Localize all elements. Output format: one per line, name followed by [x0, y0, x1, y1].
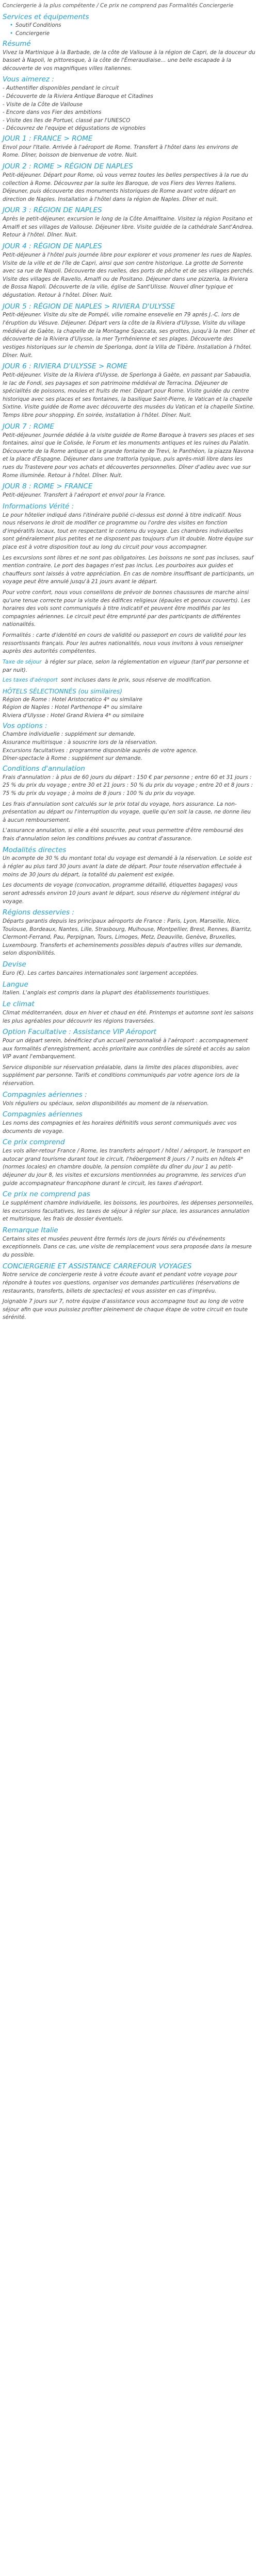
conditions-paragraph: L'assurance annulation, si elle a été souscrite, peut vous permettre d'être remboursé des frais d'annulation selon les conditions prévues au contrat d'assurance.	[3, 827, 244, 842]
list-item: • Conciergerie	[10, 30, 255, 38]
airlines-text-2: Les noms des compagnies et les horaires définitifs vous seront communiqués avec vos documents de voyage.	[3, 1120, 237, 1134]
services-list	[10, 22, 255, 38]
intro-note: Conciergerie à la plus compétente / Ce prix ne comprend pas Formalités Conciergerie	[3, 3, 234, 9]
day-3-heading: JOUR 3 : RÉGION DE NAPLES	[3, 206, 102, 215]
day-4-heading: JOUR 4 : RÉGION DE NAPLES	[3, 242, 102, 251]
modalites-heading: Modalités directes	[3, 845, 67, 854]
hotels-heading: HÔTELS SÉLECTIONNÉS (ou similaires)	[3, 687, 122, 695]
modalites-paragraph: Les documents de voyage (convocation, programme détaillé, étiquettes bagages) vous seront adressés environ 10 jours avant le départ, sous réserve du règlement intégral du voyage.	[3, 882, 240, 905]
summary-text: Vivez la Martinique à la Barbade, de la côte de Vallouse à la région de Capri, de la douceur du basset à Napoli, le pittoresque, à la côte de l'Émeraudiaise... une belle escapade à la découverte de vos magnifiques villes italiennes.	[3, 49, 255, 72]
day-6-text: Petit-déjeuner. Visite de la Riviera d'Ulysse, de Sperlonga à Gaète, en passant par Sabaudia, le lac de Fondi, ses paysages et son patrimoine médiéval de Terracina. Déjeuner de spécialités de poissons, moules et fruits de mer. Départ pour Rome. Visite guidée du centre historique avec ses places et ses fontaines, la basilique Saint-Pierre, le Vatican et la chapelle Sixtine. Visite guidée de Rome avec découverte des musées du Vatican et la chapelle Sixtine. Temps libre pour shopping. En soirée, installation à l'hôtel. Dîner. Nuit.	[3, 371, 255, 419]
infos-paragraph: Les excursions sont libres et ne sont pas obligatoires. Les boissons ne sont pas incluses, sauf mention contraire. Le port des bagages n'est pas inclus. Les pourboires aux guides et chauffeurs sont laissés à votre appréciation. En cas de nombre insuffisant de participants, un voyage peut être annulé jusqu'à 21 jours avant le départ.	[3, 554, 254, 585]
list-item: - Visite des Iles de Portuel, classé par l'UNESCO	[3, 117, 131, 124]
airport-tax-value: sont incluses dans le prix, sous réserve de modification.	[61, 677, 212, 684]
langue-heading: Langue	[3, 980, 28, 989]
hotel-line: Région de Rome : Hotel Aristocratico 4* ou similaire	[3, 696, 142, 703]
hotel-line: Région de Naples : Hotel Parthenope 4* ou similaire	[3, 704, 142, 711]
infos-paragraph: Pour votre confort, nous vous conseillons de prévoir de bonnes chaussures de marche ainsi qu'une tenue correcte pour la visite des édifices religieux (épaules et genoux couverts). Les horaires des vols sont communiqués à titre indicatif et peuvent être modifiés par les compagnies aériennes. Le circuit peut être emprunté par des participants de différentes nationalités.	[3, 589, 250, 628]
climat-text: Climat méditerranéen, doux en hiver et chaud en été. Printemps et automne sont les saisons les plus agréables pour découvrir les régions traversées.	[3, 1009, 253, 1024]
concierge-paragraph: Joignable 7 jours sur 7, notre équipe d'assistance vous accompagne tout au long de votre séjour afin que vous puissiez profiter pleinement de chaque étape de votre circuit en toute sérénité.	[3, 1298, 248, 1321]
includes-heading: Ce prix comprend	[3, 1138, 65, 1147]
tax-line	[3, 658, 255, 674]
option-line: Chambre individuelle : supplément sur demande.	[3, 731, 136, 738]
concierge-paragraph: Notre service de conciergerie reste à votre écoute avant et pendant votre voyage pour répondre à toutes vos questions, organiser vos demandes particulières (réservations de restaurants, transferts, billets de spectacles) et vous assister en cas d'imprévu.	[3, 1272, 240, 1294]
infos-paragraph: Le pour hôtelier indiqué dans l'itinéraire publié ci-dessus est donné à titre indicatif. Nous nous réservons le droit de modifier ce programme ou l'ordre des visites en fonction d'impératifs locaux, tout en respectant le contenu du voyage. Les chambres individuelles sont généralement plus petites et ne disposent pas toujours d'un lit double. Notre équipe sur place est à votre disposition tout au long du circuit pour vous accompagner.	[3, 512, 253, 550]
regions-heading: Régions desservies :	[3, 908, 74, 917]
excludes-heading: Ce prix ne comprend pas	[3, 1190, 90, 1199]
notes-heading: Remarque Italie	[3, 1226, 58, 1234]
day-5-heading: JOUR 5 : RÉGION DE NAPLES > RIVIERA D'ULYSSE	[3, 302, 175, 311]
day-6-heading: JOUR 6 : RIVIERA D'ULYSSE > ROME	[3, 362, 127, 371]
airport-tax-line	[3, 676, 255, 685]
hotel-line: Riviera d'Ulysse : Hotel Grand Riviera 4* ou similaire	[3, 712, 144, 719]
vip-paragraph: Service disponible sur réservation préalable, dans la limite des places disponibles, avec supplément par personne. Tarifs et conditions communiqués par votre agence lors de la réservation.	[3, 1064, 240, 1087]
list-item: - Découverte de la Riviera Antique Baroque et Citadines	[3, 93, 153, 99]
highlights-list	[3, 84, 255, 133]
highlights-heading: Vous aimerez :	[3, 75, 54, 84]
day-1-text: Envol pour l'Italie. Arrivée à l'aéroport de Rome. Transfert à l'hôtel dans les environs de Rome. Dîner, boisson de bienvenue de votre. Nuit.	[3, 144, 238, 159]
day-7-text: Petit-déjeuner. Journée dédiée à la visite guidée de Rome Baroque à travers ses places et ses fontaines, ainsi que le Colisée, le Forum et les monuments antiques et les ruines du Palatin. Découverte de la Rome antique et la grande fontaine de Trevi, le Panthéon, la piazza Navona et la place d'Espagne. Déjeuner dans une trattoria typique, puis après-midi libre dans les rues du Trastevere pour vos achats et découvertes personnelles. Dîner d'adieu avec vue sur Rome illuminée. Retour à l'hôtel. Dîner. Nuit.	[3, 432, 254, 479]
infos-paragraph: Formalités : carte d'identité en cours de validité ou passeport en cours de validité pour les ressortissants français. Pour les autres nationalités, nous vous invitons à vous renseigner auprès des autorités compétentes.	[3, 632, 246, 655]
day-5-text: Petit-déjeuner. Visite du site de Pompéi, ville romaine ensevelie en 79 après J.-C. lors de l'éruption du Vésuve. Déjeuner. Départ vers la côte de la Riviera d'Ulysse, Visite du village médiéval de Gaète, la chapelle de la Montagne Spaccata, ses grottes, jusqu'à la mer. Dîner et découverte de la Riviera d'Ulysse, la mer Tyrrhénienne et ses plages. Découverte des vestiges historiques sur le chemin de Sperlonga, dont la Villa de Tibère. Installation à l'hôtel. Dîner. Nuit.	[3, 312, 255, 359]
option-line: Excursions facultatives : programme disponible auprès de votre agence.	[3, 747, 198, 754]
tax-label: Taxe de séjour	[3, 658, 42, 665]
devise-text: Euro (€). Les cartes bancaires internationales sont largement acceptées.	[3, 970, 199, 976]
excludes-text: Le supplément chambre individuelle, les boissons, les pourboires, les dépenses personnelles, les excursions facultatives, les taxes de séjour à régler sur place, les assurances annulation et multirisque, les frais de dossier éventuels.	[3, 1200, 254, 1223]
concierge-heading: CONCIERGERIE ET ASSISTANCE CARREFOUR VOYAGES	[3, 1262, 192, 1270]
summary-heading: Résumé	[3, 39, 31, 48]
conditions-paragraph: Les frais d'annulation sont calculés sur le prix total du voyage, hors assurance. La non-présentation au départ ou l'interruption du voyage, quelle qu'en soit la cause, ne donne lieu à aucun remboursement.	[3, 801, 251, 823]
notes-text: Certains sites et musées peuvent être fermés lors de jours fériés ou d'événements exceptionnels. Dans ce cas, une visite de remplacement vous sera proposée dans la mesure du possible.	[3, 1235, 252, 1258]
list-item: - Authentifier disponibles pendant le circuit	[3, 85, 119, 92]
airport-tax-label: Les taxes d'aéroport	[3, 677, 58, 684]
day-2-heading: JOUR 2 : ROME > RÉGION DE NAPLES	[3, 162, 133, 171]
includes-text: Les vols aller-retour France / Rome, les transferts aéroport / hôtel / aéroport, le transport en autocar grand tourisme durant tout le circuit, l'hébergement 8 jours / 7 nuits en hôtels 4* (normes locales) en chambre double, la pension complète du dîner du jour 1 au petit-déjeuner du jour 8, les visites et excursions mentionnées au programme, les services d'un guide accompagnateur francophone durant le circuit, les taxes d'aéroport.	[3, 1148, 250, 1187]
conditions-heading: Conditions d'annulation	[3, 764, 85, 773]
airlines-text: Vols réguliers ou spéciaux, selon disponibilités au moment de la réservation.	[3, 1100, 209, 1107]
tax-value: à régler sur place, selon la réglementation en vigueur (tarif par personne et par nuit).	[3, 658, 249, 673]
day-4-text: Petit-déjeuner à l'hôtel puis journée libre pour explorer et vous promener les rues de Naples. Visite de la ville et de l'île de Capri, ainsi que son centre historique. La grotte de Sorrente avec sa rue de Napoli. Découverte des ruelles, des ports de pêche et de ses villages perchés. Visite des villages de Ravello, Amalfi ou de Positano. Déjeuner dans une pizzeria, la Riviera de Bossa Napoli. Découverte de la ville, église de Sant'Ulisse. Nouvel dîner typique et dégustation. Retour à l'hôtel. Dîner. Nuit.	[3, 251, 254, 298]
day-8-heading: JOUR 8 : ROME > FRANCE	[3, 482, 93, 491]
list-item: - Visite de la Côte de Vallouse	[3, 101, 83, 108]
day-1-heading: JOUR 1 : FRANCE > ROME	[3, 134, 93, 143]
services-heading: Services et équipements	[3, 12, 89, 21]
langue-text: Italien. L'anglais est compris dans la plupart des établissements touristiques.	[3, 990, 211, 996]
modalites-paragraph: Un acompte de 30 % du montant total du voyage est demandé à la réservation. Le solde est à régler au plus tard 30 jours avant la date de départ. Pour toute réservation effectuée à moins de 30 jours du départ, la totalité du paiement est exigée.	[3, 855, 252, 878]
airlines-heading: Compagnies aériennes :	[3, 1090, 87, 1099]
list-item: • Soutif Conditions	[10, 22, 255, 30]
option-line: Assurance multirisque : à souscrire lors de la réservation.	[3, 739, 157, 746]
day-8-text: Petit-déjeuner. Transfert à l'aéroport et envol pour la France.	[3, 492, 166, 499]
list-item: - Encore dans vos Fier des ambitions	[3, 109, 102, 116]
conditions-paragraph: Frais d'annulation : à plus de 60 jours du départ : 150 € par personne ; entre 60 et 31 jours : 25 % du prix du voyage ; entre 30 et 21 jours : 50 % du prix du voyage ; entre 20 et 8 jours : 75 % du prix du voyage ; à moins de 8 jours : 100 % du prix du voyage.	[3, 774, 253, 796]
infos-heading: Informations Vérité :	[3, 502, 74, 511]
climat-heading: Le climat	[3, 1000, 35, 1009]
regions-text: Départs garantis depuis les principaux aéroports de France : Paris, Lyon, Marseille, Nice, Toulouse, Bordeaux, Nantes, Lille, Strasbourg, Mulhouse, Montpellier, Brest, Rennes, Biarritz, Clermont-Ferrand, Pau, Perpignan, Tours, Limoges, Metz, Deauville, Genève, Bruxelles, Luxembourg. Transferts et acheminements possibles depuis d'autres villes sur demande, selon disponibilités.	[3, 918, 252, 957]
options-heading: Vos options :	[3, 721, 47, 730]
option-line: Dîner-spectacle à Rome : supplément sur demande.	[3, 755, 142, 762]
vip-heading: Option Facultative : Assistance VIP Aéroport	[3, 1028, 157, 1037]
day-7-heading: JOUR 7 : ROME	[3, 422, 55, 431]
day-3-text: Après le petit-déjeuner, excursion le long de la Côte Amalfitaine. Visitez la région Positano et Amalfi et ses villages de Vallouse. Déjeuner libre. Visite guidée de la cathédrale Sant'Andrea. Retour à l'hôtel. Dîner. Nuit.	[3, 216, 254, 239]
list-item: - Découvrez de l'equipe et dégustations de vignobles	[3, 125, 146, 132]
devise-heading: Devise	[3, 960, 26, 969]
vip-paragraph: Pour un départ serein, bénéficiez d'un accueil personnalisé à l'aéroport : accompagnement aux formalités d'enregistrement, accès prioritaire aux contrôles de sûreté et accès au salon VIP avant l'embarquement.	[3, 1038, 250, 1060]
day-2-text: Petit-déjeuner. Départ pour Rome, où vous verrez toutes les belles perspectives à la rue du collection à Rome. Découvrez par la suite les Baroque, de vos Fiers des Verres Italiens. Déjeuner, puis découverte des monuments historiques de Rome avant votre départ en direction de Naples. Installation à l'hôtel dans la région de Naples. Dîner et nuit.	[3, 172, 248, 202]
airlines-heading-2: Compagnies aériennes	[3, 1110, 83, 1119]
